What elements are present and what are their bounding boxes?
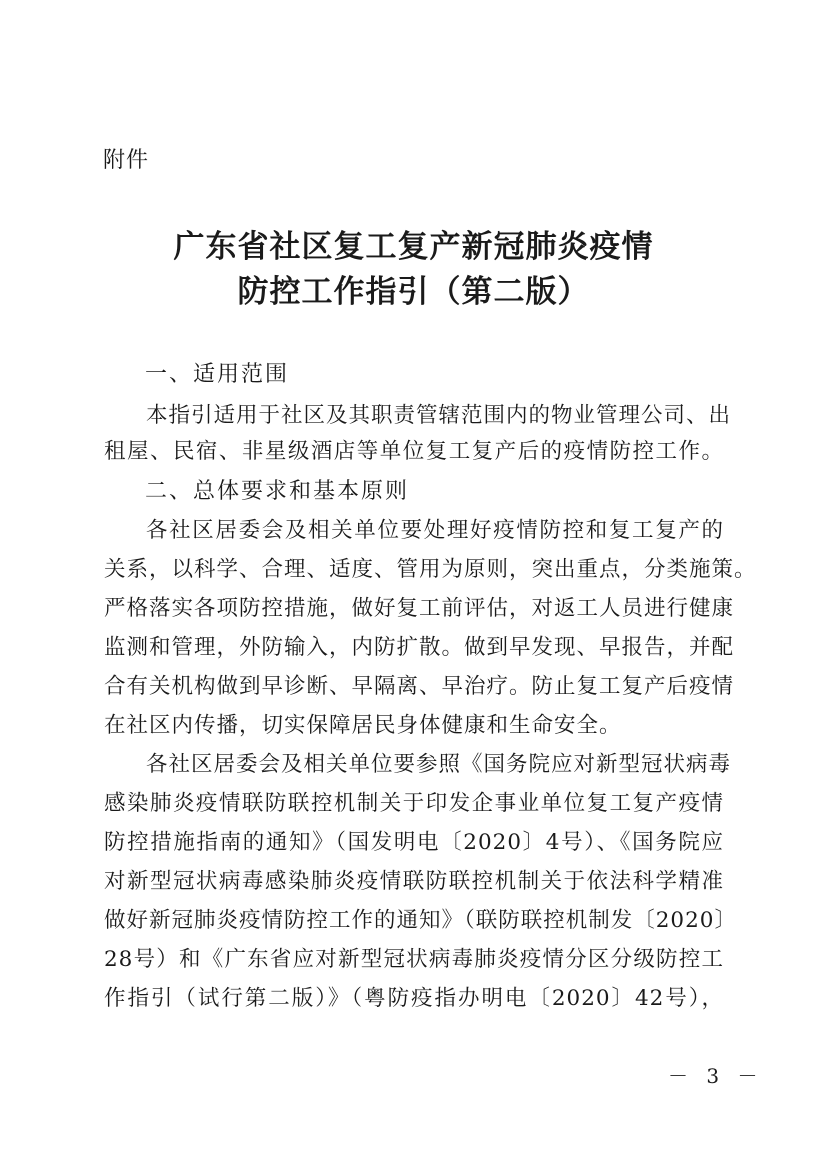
body-line: 做好新冠肺炎疫情防控工作的通知》（联防联控机制发〔2020〕 <box>104 908 737 933</box>
body-line: 监测和管理，外防输入，内防扩散。做到早发现、早报告，并配 <box>104 635 735 660</box>
section-1-heading: 一、适用范围 <box>145 362 290 387</box>
attachment-label: 附件 <box>103 148 150 173</box>
document-title-line-1: 广东省社区复工复产新冠肺炎疫情 <box>173 229 654 265</box>
body-line: 感染肺炎疫情联防联控机制关于印发企事业单位复工复产疫情 <box>104 791 724 816</box>
body-line: 合有关机构做到早诊断、早隔离、早治疗。防止复工复产后疫情 <box>104 674 735 699</box>
page-number: － 3 － <box>668 1064 764 1088</box>
body-line: 严格落实各项防控措施，做好复工前评估，对返工人员进行健康 <box>104 596 735 621</box>
body-line: 关系，以科学、合理、适度、管用为原则，突出重点，分类施策。 <box>104 557 757 582</box>
body-line: 对新型冠状病毒感染肺炎疫情联防联控机制关于依法科学精准 <box>104 869 724 894</box>
body-line: 28号）和《广东省应对新型冠状病毒肺炎疫情分区分级防控工 <box>104 947 724 972</box>
section-2-heading: 二、总体要求和基本原则 <box>145 479 410 504</box>
body-line: 作指引（试行第二版）》（粤防疫指办明电〔2020〕42号）， <box>104 986 724 1011</box>
body-line: 防控措施指南的通知》（国发明电〔2020〕4号）、《国务院应 <box>104 830 724 855</box>
body-line: 各社区居委会及相关单位要处理好疫情防控和复工复产的 <box>146 518 724 543</box>
body-line: 在社区内传播，切实保障居民身体健康和生命安全。 <box>104 713 622 738</box>
body-line: 租屋、民宿、非星级酒店等单位复工复产后的疫情防控工作。 <box>104 439 724 464</box>
document-title-line-2: 防控工作指引（第二版） <box>237 274 590 310</box>
body-line: 本指引适用于社区及其职责管辖范围内的物业管理公司、出 <box>146 403 732 428</box>
body-line: 各社区居委会及相关单位要参照《国务院应对新型冠状病毒 <box>146 752 732 777</box>
